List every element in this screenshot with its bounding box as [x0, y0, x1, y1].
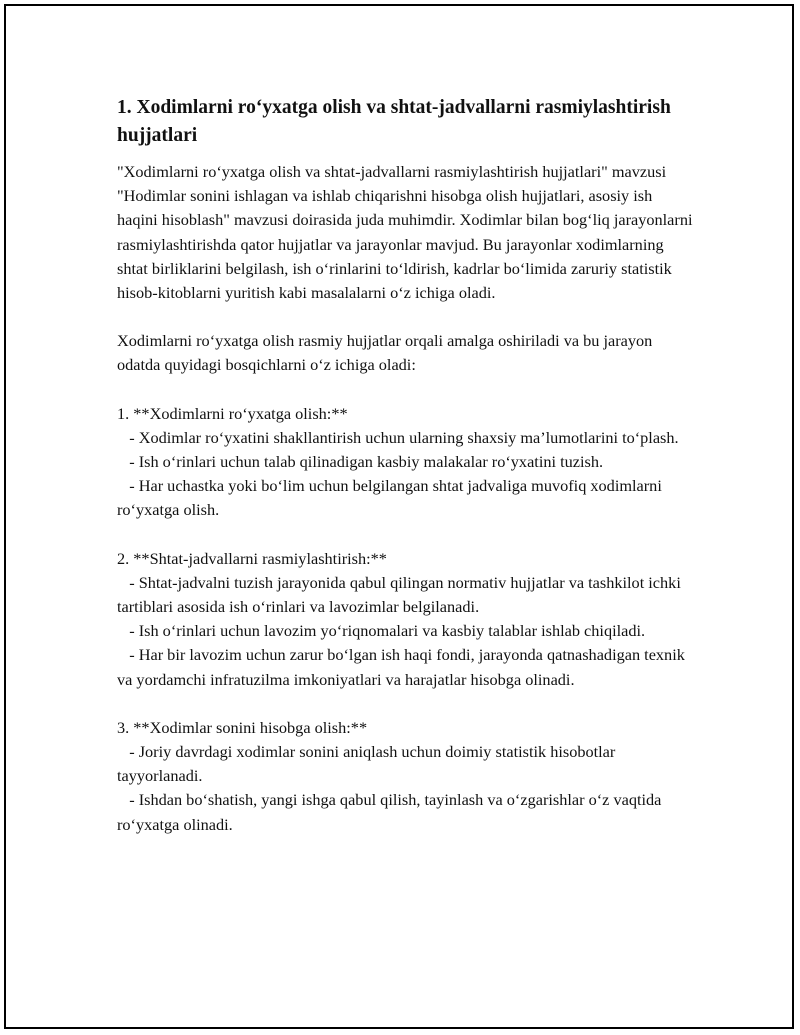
- paragraph-gap: [117, 305, 697, 329]
- paragraph-gap: [117, 692, 697, 716]
- section-title: 1. Xodimlarni ro‘yxatga olish va shtat-jadvallarni rasmiylashtirish hujjatlari: [117, 97, 671, 146]
- intro-paragraph: "Xodimlarni ro‘yxatga olish va shtat-jadvallarni rasmiylashtirish hujjatlari" mavzusi "Hodimlar sonini ishlagan va ishlab chiqarishni hisobga olish hujjatlari, asosiy ish haqini hisoblash" mavzusi doirasida juda muhimdir. Xodimlar bilan bog‘liq jarayonlarni rasmiylashtirishda qator hujjatlar va jarayonlar mavjud. Bu jarayonlar xodimlarning shtat birliklarini belgilash, ish o‘rinlarini to‘ldirish, kadrlar bo‘limida zaruriy statistik hisob-kitoblarni yuritish kabi masalalarni o‘z ichiga oladi.: [117, 162, 697, 303]
- paragraph-gap: [117, 523, 697, 547]
- steps-intro-paragraph: Xodimlarni ro‘yxatga olish rasmiy hujjatlar orqali amalga oshiriladi va bu jarayon odatda quyidagi bosqichlarni o‘z ichiga oladi:: [117, 331, 657, 375]
- document-body: [117, 94, 697, 837]
- paragraph-gap: [117, 378, 697, 402]
- step-1-block: 1. **Xodimlarni ro‘yxatga olish:** - Xodimlar ro‘yxatini shakllantirish uchun ularning shaxsiy ma’lumotlarini to‘plash. - Ish o‘rinlari uchun talab qilinadigan kasbiy malakalar ro‘yxatini tuzish. - Har uchastka yoki bo‘lim uchun belgilangan shtat jadvaliga muvofiq xodimlarni ro‘yxatga olish.: [117, 403, 679, 520]
- step-3-block: 3. **Xodimlar sonini hisobga olish:** - Joriy davrdagi xodimlar sonini aniqlash uchun doimiy statistik hisobotlar tayyorlanadi. - Ishdan bo‘shatish, yangi ishga qabul qilish, tayinlash va o‘zgarishlar o‘z vaqtida ro‘yxatga olinadi.: [117, 717, 662, 834]
- step-2-block: 2. **Shtat-jadvallarni rasmiylashtirish:** - Shtat-jadvalni tuzish jarayonida qabul qilingan normativ hujjatlar va tashkilot ichki tartiblari asosida ish o‘rinlari va lavozimlar belgilanadi. - Ish o‘rinlari uchun lavozim yo‘riqnomalari va kasbiy talablar ishlab chiqiladi. - Har bir lavozim uchun zarur bo‘lgan ish haqi fondi, jarayonda qatnashadigan texnik va yordamchi infratuzilma imkoniyatlari va harajatlar hisobga olinadi.: [117, 548, 685, 689]
